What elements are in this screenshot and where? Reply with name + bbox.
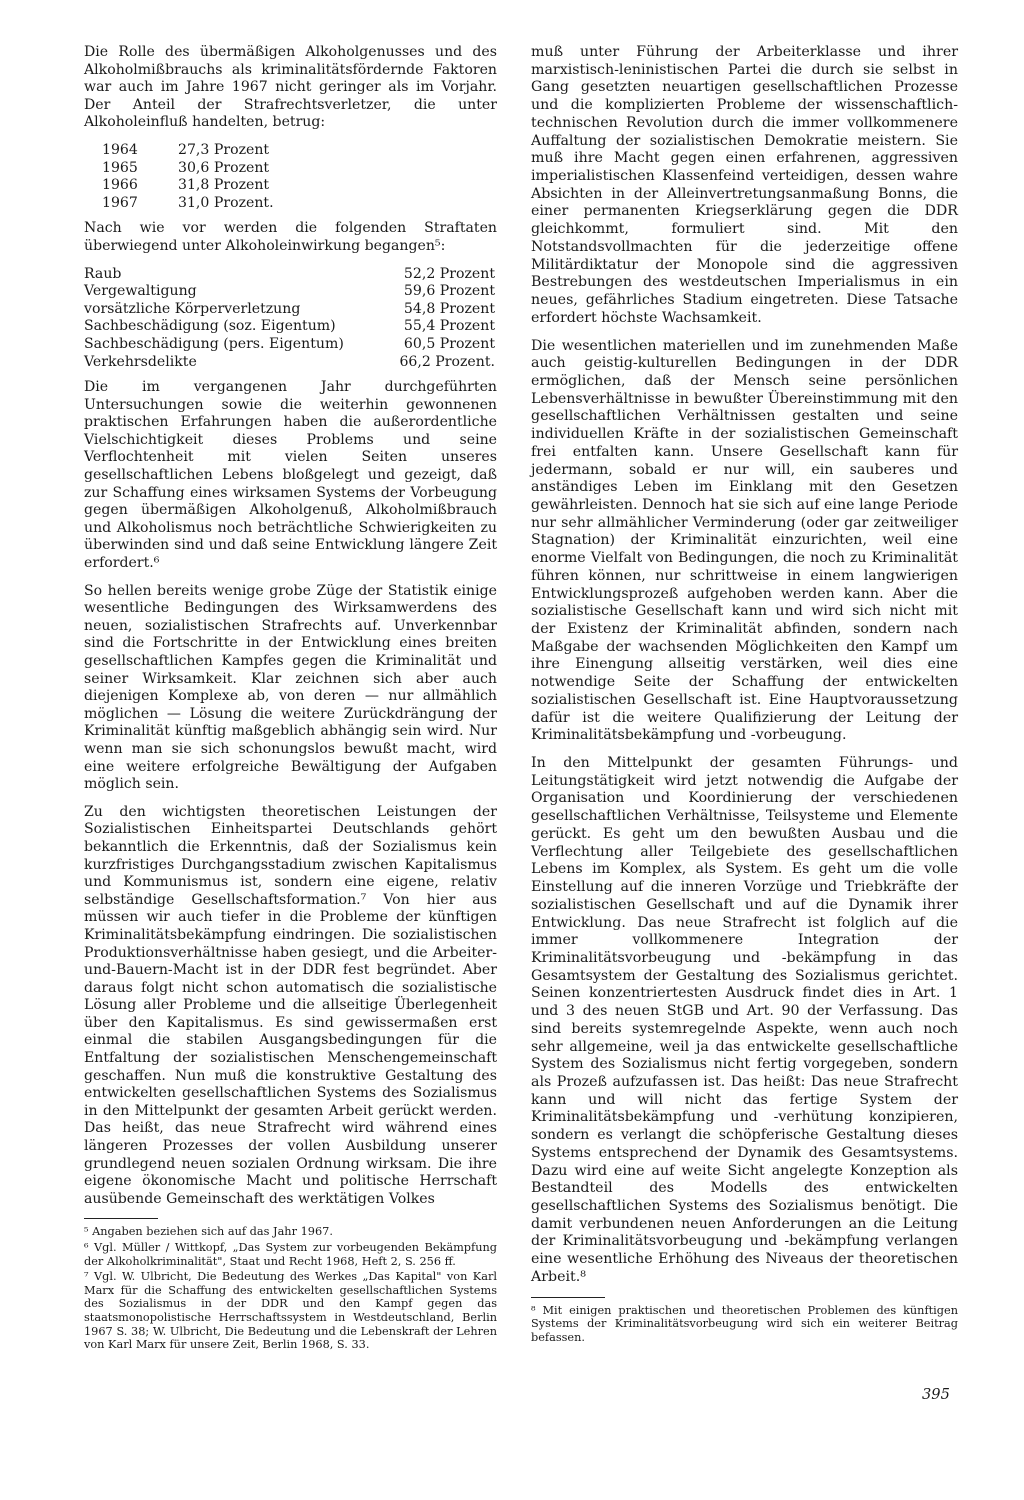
year-cell: 1965: [102, 159, 138, 176]
footnotes: [531, 1304, 958, 1345]
footnote: ⁵ Angaben beziehen sich auf das Jahr 1967.: [84, 1225, 333, 1239]
crime-value: 59,6 Prozent: [403, 283, 495, 300]
crime-name: Vergewaltigung: [84, 283, 197, 300]
footnote-separator: [84, 1218, 158, 1219]
table-row: [102, 177, 274, 195]
paragraph: Zu den wichtigsten theoretischen Leistungen der Sozialistischen Einheitspartei Deutschlands gehört bekanntlich die Erkenntnis, daß der Sozialismus kein kurzfristiges Durchgangsstadium zwischen Kapitalismus und Kommunismus ist, sondern eine eigene, relativ selbständige Gesellschaftsformation.⁷ Von hier aus müssen wir auch tiefer in die Probleme der künftigen Kriminalitätsbekämpfung eindringen. Die sozialistischen Produktionsverhältnisse haben gesiegt, und die Arbeiter-und-Bauern-Macht ist in der DDR fest begründet. Aber daraus folgt nicht schon automatisch die sozialistische Lösung aller Probleme und die allseitige Überlegenheit über den Kapitalismus. Es sind gewissermaßen erst einmal die stabilen Ausgangsbedingungen für die Entfaltung der sozialistischen Menschengemeinschaft geschaffen. Nun muß die konstruktive Gestaltung des entwickelten gesellschaftlichen Systems des Sozialismus in den Mittelpunkt der gesamten Arbeit gerückt werden. Das heißt, das neue Strafrecht wird während eines längeren Prozesses der vollen Ausbildung unserer grundlegend neuen sozialen Ordnung wirksam. Die ihre eigene ökonomische Macht und politische Herrschaft ausübende Gemeinschaft des werktätigen Volkes: [84, 803, 497, 1207]
table-row: [84, 266, 497, 284]
value-cell: 27,3 Prozent: [178, 141, 270, 158]
table-row: [84, 318, 497, 336]
right-column: [531, 44, 958, 1346]
year-cell: 1967: [102, 194, 138, 211]
footnote: ⁶ Vgl. Müller / Wittkopf, „Das System zur vorbeugenden Bekämpfung der Alkoholkriminalität", Staat und Recht 1968, Heft 2, S. 256 ff.: [84, 1241, 497, 1268]
year-cell: 1964: [102, 141, 138, 158]
crime-name: Raub: [84, 265, 122, 282]
paragraph: So hellen bereits wenige grobe Züge der Statistik einige wesentliche Bedingungen des Wirksamwerdens des neuen, sozialistischen Strafrechts auf. Unverkennbar sind die Fortschritte in der Entwicklung eines breiten gesellschaftlichen Kampfes gegen die Kriminalität und seiner Wirksamkeit. Klar zeichnen sich aber auch diejenigen Komplexe ab, von deren — nur allmählich möglichen — Lösung die weitere Zurückdrängung der Kriminalität künftig maßgeblich abhängig sein wird. Nur wenn man sie sich schonungslos bewußt macht, wird eine weitere erfolgreiche Bewältigung der Aufgaben möglich sein.: [84, 582, 497, 793]
value-cell: 30,6 Prozent: [178, 159, 270, 176]
footnotes: [84, 1225, 497, 1351]
crime-value: 66,2 Prozent.: [399, 353, 495, 370]
footnote: ⁸ Mit einigen praktischen und theoretischen Problemen des künftigen Systems der Kriminalitätsvorbeugung wird sich ein weiterer Beitrag befassen.: [531, 1303, 958, 1344]
paragraph: Nach wie vor werden die folgenden Straftaten überwiegend unter Alkoholeinwirkung begangen⁵:: [84, 220, 497, 254]
crime-value: 54,8 Prozent: [403, 300, 495, 317]
value-cell: 31,0 Prozent.: [178, 194, 274, 211]
paragraph: In den Mittelpunkt der gesamten Führungs- und Leitungstätigkeit wird jetzt notwendig die Aufgabe der Organisation und Koordinierung der verschiedenen gesellschaftlichen Verhältnisse, Teilsysteme und Elemente gerückt. Es geht um den bewußten Ausbau und die Verflechtung aller Teilgebiete des gesellschaftlichen Lebens im Komplex, als System. Es geht um die volle Einstellung auf die inneren Vorzüge und Triebkräfte der sozialistischen Gesellschaft und auf die Dynamik ihrer Entwicklung. Das neue Strafrecht ist folglich auf die immer vollkommenere Integration der Kriminalitätsvorbeugung und -bekämpfung in das Gesamtsystem der Gestaltung des Sozialismus gerichtet. Seinen konzentriertesten Ausdruck findet dies in Art. 1 und 3 des neuen StGB und Art. 90 der Verfassung. Das sind bereits systemregelnde Aspekte, wenn auch noch sehr allgemeine, weil ja das entwickelte gesellschaftliche System des Sozialismus nicht fertig vorgegeben, sondern als Prozeß aufzufassen ist. Das heißt: Das neue Strafrecht kann und will nicht das fertige System der Kriminalitätsbekämpfung und -verhütung konzipieren, sondern es verlangt die schöpferische Gestaltung dieses Systems entsprechend der Dynamik des Gesamtsystems. Dazu wird eine auf weite Sicht angelegte Konzeption als Bestandteil des Modells des entwickelten gesellschaftlichen Systems des Sozialismus benötigt. Die damit verbundenen neuen Anforderungen an die Leitung der Kriminalitätsvorbeugung und -bekämpfung verlangen eine wesentliche Erhöhung des Niveaus der theoretischen Arbeit.⁸: [531, 755, 958, 1285]
table-row: [84, 301, 497, 319]
value-cell: 31,8 Prozent: [178, 177, 270, 194]
year-cell: 1966: [102, 177, 138, 194]
table-row: [102, 142, 274, 160]
crime-name: Sachbeschädigung (pers. Eigentum): [84, 335, 344, 352]
crime-value: 52,2 Prozent: [403, 265, 495, 282]
crime-name: Sachbeschädigung (soz. Eigentum): [84, 318, 336, 335]
alcohol-share-table: [102, 142, 274, 212]
table-row: [84, 336, 497, 354]
paragraph: muß unter Führung der Arbeiterklasse und ihrer marxistisch-leninistischen Partei die durch sie selbst in Gang gesetzten neuartigen gesellschaftlichen Prozesse und die komplizierten Probleme der wissenschaftlich-technischen Revolution durch die immer vollkommenere Auffaltung der sozialistischen Demokratie meistern. Sie muß ihre Macht gegen einen erfahrenen, aggressiven imperialistischen Klassenfeind verteidigen, dessen wahre Absichten in der Alleinvertretungsanmaßung Bonns, die einer permanenten Kriegserklärung gegen die DDR gleichkommt, formuliert sind. Mit den Notstandsvollmachten für die jederzeitige offene Militärdiktatur der Monopole sind die aggressiven Bestrebungen des westdeutschen Imperialismus in ein neues, gefährliches Stadium eingetreten. Diese Tatsache erfordert höchste Wachsamkeit.: [531, 44, 958, 326]
crime-name: vorsätzliche Körperverletzung: [84, 300, 301, 317]
crime-name: Verkehrsdelikte: [84, 353, 197, 370]
paragraph: Die Rolle des übermäßigen Alkoholgenusses und des Alkoholmißbrauchs als kriminalitätsfördernde Faktoren war auch im Jahre 1967 nicht geringer als im Vorjahr. Der Anteil der Strafrechtsverletzer, die unter Alkoholeinfluß handelten, betrug:: [84, 44, 497, 131]
footnote-separator: [531, 1297, 605, 1298]
page-number: 395: [922, 1386, 950, 1403]
table-row: [102, 160, 274, 178]
paragraph: Die wesentlichen materiellen und im zunehmenden Maße auch geistig-kulturellen Bedingungen in der DDR ermöglichen, daß der Mensch seine persönlichen Lebensverhältnisse in bewußter Übereinstimmung mit den gesellschaftlichen Verhältnissen gestalten und seine individuellen Kräfte in der sozialistischen Gemeinschaft frei entfalten kann. Unsere Gesellschaft kann für jedermann, sobald er nur will, ein sauberes und anständiges Leben im Einklang mit den Gesetzen gewährleisten. Dennoch hat sie sich auf eine lange Periode nur sehr allmählicher Verminderung (oder gar zeitweiliger Stagnation) der Kriminalität einzurichten, weil eine enorme Vielfalt von Bedingungen, die noch zu Kriminalität führen können, nur schrittweise in einem langwierigen Entwicklungsprozeß aufgehoben werden kann. Aber die sozialistische Gesellschaft kann und wird sich nicht mit der Existenz der Kriminalität abfinden, sondern nach Maßgabe der wachsenden Möglichkeiten den Kampf um ihre Einengung allseitig verstärken, weil dies eine notwendige Seite der Schaffung der entwickelten sozialistischen Gesellschaft ist. Eine Hauptvoraussetzung dafür ist die weitere Qualifizierung der Leitung der Kriminalitätsbekämpfung und -vorbeugung.: [531, 337, 958, 744]
table-row: [102, 195, 274, 213]
left-column: [84, 44, 497, 1354]
paragraph: Die im vergangenen Jahr durchgeführten Untersuchungen sowie die weiterhin gewonnenen praktischen Erfahrungen haben die außerordentliche Vielschichtigkeit dieses Problems und seine Verflochtenheit mit vielen Seiten unseres gesellschaftlichen Lebens bloßgelegt und gezeigt, daß zur Schaffung eines wirksamen Systems der Vorbeugung gegen übermäßigen Alkoholgenuß, Alkoholmißbrauch und Alkoholismus noch beträchtliche Schwierigkeiten zu überwinden sind und daß seine Entwicklung längere Zeit erfordert.⁶: [84, 379, 497, 572]
crime-value: 55,4 Prozent: [403, 318, 495, 335]
crime-value: 60,5 Prozent: [403, 335, 495, 352]
table-row: [84, 354, 497, 372]
footnote: ⁷ Vgl. W. Ulbricht, Die Bedeutung des Werkes „Das Kapital" von Karl Marx für die Schaffung des entwickelten gesellschaftlichen Systems des Sozialismus in der DDR und den Kampf gegen das staatsmonopolistische Herrschaftssystem in Westdeutschland, Berlin 1967 S. 38; W. Ulbricht, Die Bedeutung und die Lebenskraft der Lehren von Karl Marx für unsere Zeit, Berlin 1968, S. 33.: [84, 1270, 497, 1352]
table-row: [84, 283, 497, 301]
crime-table: [84, 266, 497, 372]
